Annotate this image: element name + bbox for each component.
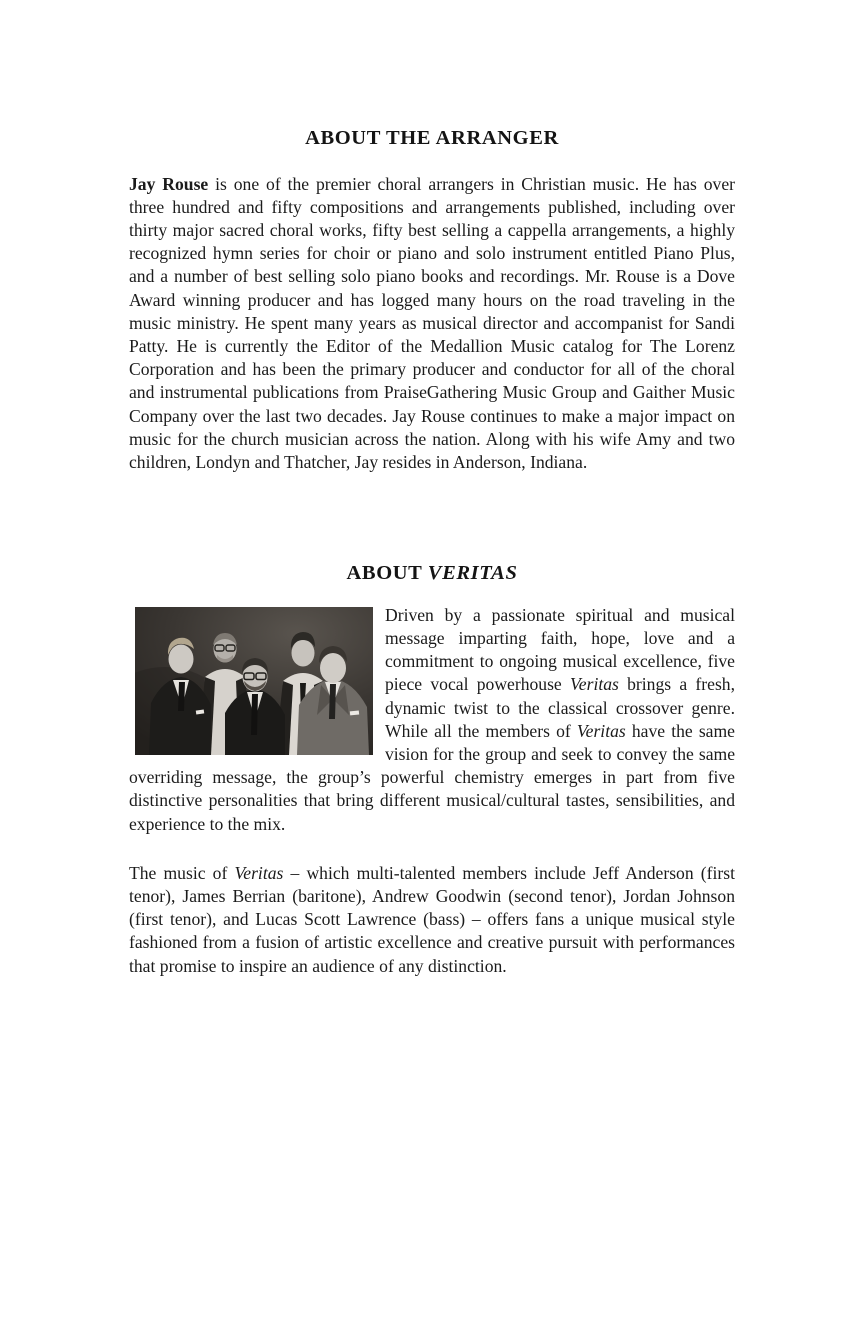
- text-run: The music of: [129, 862, 235, 883]
- about-arranger-section: [129, 127, 735, 474]
- veritas-paragraph-2: [129, 862, 735, 978]
- text-run: Veritas: [570, 674, 619, 695]
- text-run: Veritas: [234, 862, 284, 883]
- text-run: ABOUT: [346, 562, 428, 585]
- text-run: brings a fresh, dynamic twist to the classical crossover genre. While all the members of: [385, 674, 736, 741]
- text-run: VERITAS: [427, 562, 518, 585]
- text-run: Jay Rouse: [129, 173, 209, 194]
- veritas-paragraph-1: [129, 604, 735, 836]
- about-arranger-title: ABOUT THE ARRANGER: [305, 127, 559, 149]
- text-run: have the same vision for the group and seek to convey the same overriding message, the group’s powerful chemistry emerges in part from five distinctive personalities that bring different musical/cultural tastes, sensibilities, and experience to the mix.: [129, 720, 735, 834]
- text-run: – which multi-talented members include Jeff Anderson (first tenor), James Berrian (baritone), Andrew Goodwin (second tenor), Jordan Johnson (first tenor), and Lucas Scott Lawrence (bass) – offers fans a unique musical style fashioned from a fusion of artistic excellence and creative pursuit with performances that promise to inspire an audience of any distinction.: [129, 862, 735, 976]
- text-run: Driven by a passionate spiritual and musical message imparting faith, hope, love and a commitment to ongoing musical excellence, five piece vocal powerhouse: [385, 604, 735, 695]
- arranger-paragraph: [129, 173, 735, 475]
- about-veritas-title: [129, 562, 735, 586]
- veritas-group-photo: [135, 607, 373, 755]
- about-veritas-section: [129, 562, 735, 978]
- text-run: is one of the premier choral arrangers in Christian music. He has over three hundred and fifty compositions and arrangements published, including over thirty major sacred choral works, fifty best selling a cappella arrangements, a highly recognized hymn series for choir or piano and solo instrument entitled Piano Plus, and a number of best selling solo piano books and recordings. Mr. Rouse is a Dove Award winning producer and has logged many hours on the road traveling in the music ministry. He spent many years as musical director and accompanist for Sandi Patty. He is currently the Editor of the Medallion Music catalog for The Lorenz Corporation and has been the primary producer and conductor for all of the choral and instrumental publications from PraiseGathering Music Group and Gaither Music Company over the last two decades. Jay Rouse continues to make a major impact on music for the church musician across the nation. Along with his wife Amy and two children, Londyn and Thatcher, Jay resides in Anderson, Indiana.: [129, 173, 736, 472]
- text-run: Veritas: [576, 720, 626, 741]
